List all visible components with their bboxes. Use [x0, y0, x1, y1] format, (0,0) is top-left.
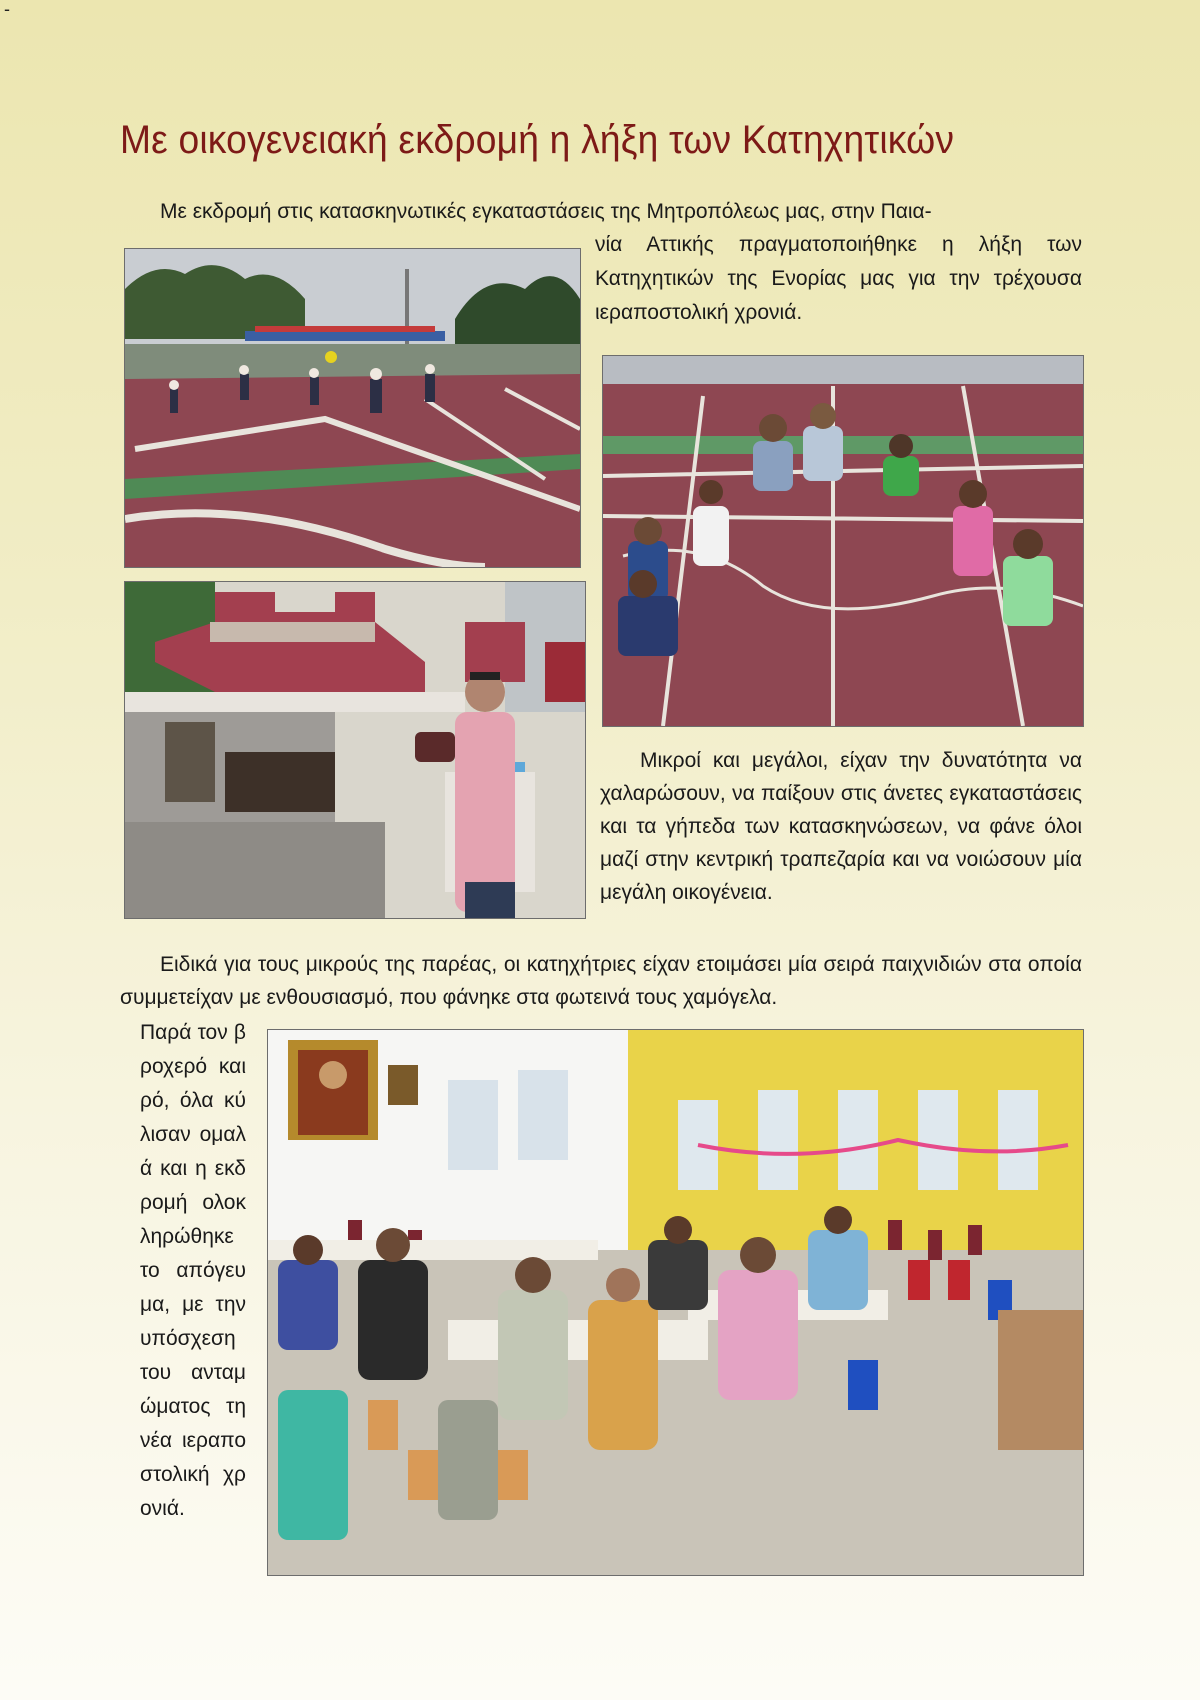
page-edge-mark: - — [4, 0, 10, 19]
fourth-paragraph: Παρά τον βροχερό καιρό, όλα κύλισαν ομαλά και η εκδρομή ολοκληρώθηκε το απόγευμα, με την υπόσχεση του ανταμώματος τη νέα ιεραποστολική χρονιά. — [140, 1021, 246, 1520]
third-paragraph: Ειδικά για τους μικρούς της παρέας, οι κατηχήτριες είχαν ετοιμάσει μία σειρά παιχνιδιών στα οποία συμμετείχαν με ενθουσιασμό, που φάνηκε στα φωτεινά τους χαμόγελα. — [120, 953, 1082, 1009]
intro-paragraph: νία Αττικής πραγματοποιήθηκε η λήξη των Κατηχητικών της Ενορίας μας για την τρέχουσα ιεραποστολική χρονιά. — [595, 233, 1082, 324]
article-title: Με οικογενειακή εκδρομή η λήξη των Κατηχητικών — [120, 118, 955, 162]
photo-dining-hall — [267, 1029, 1084, 1576]
intro-first-line: Με εκδρομή στις κατασκηνωτικές εγκαταστάσεις της Μητροπόλεως μας, στην Παια- — [160, 200, 932, 223]
photo-barbecue-grill — [124, 581, 586, 919]
second-paragraph: Μικροί και μεγάλοι, είχαν την δυνατότητα να χαλαρώσουν, να παίξουν στις άνετες εγκαταστάσεις και τα γήπεδα των κατασκηνώσεων, να φάνε όλοι μαζί στην κεντρική τραπεζαρία και να νοιώσουν μία μεγάλη οικογένεια. — [600, 749, 1082, 904]
photo-kids-circle-game — [602, 355, 1084, 727]
photo-kids-playing-court — [124, 248, 581, 568]
